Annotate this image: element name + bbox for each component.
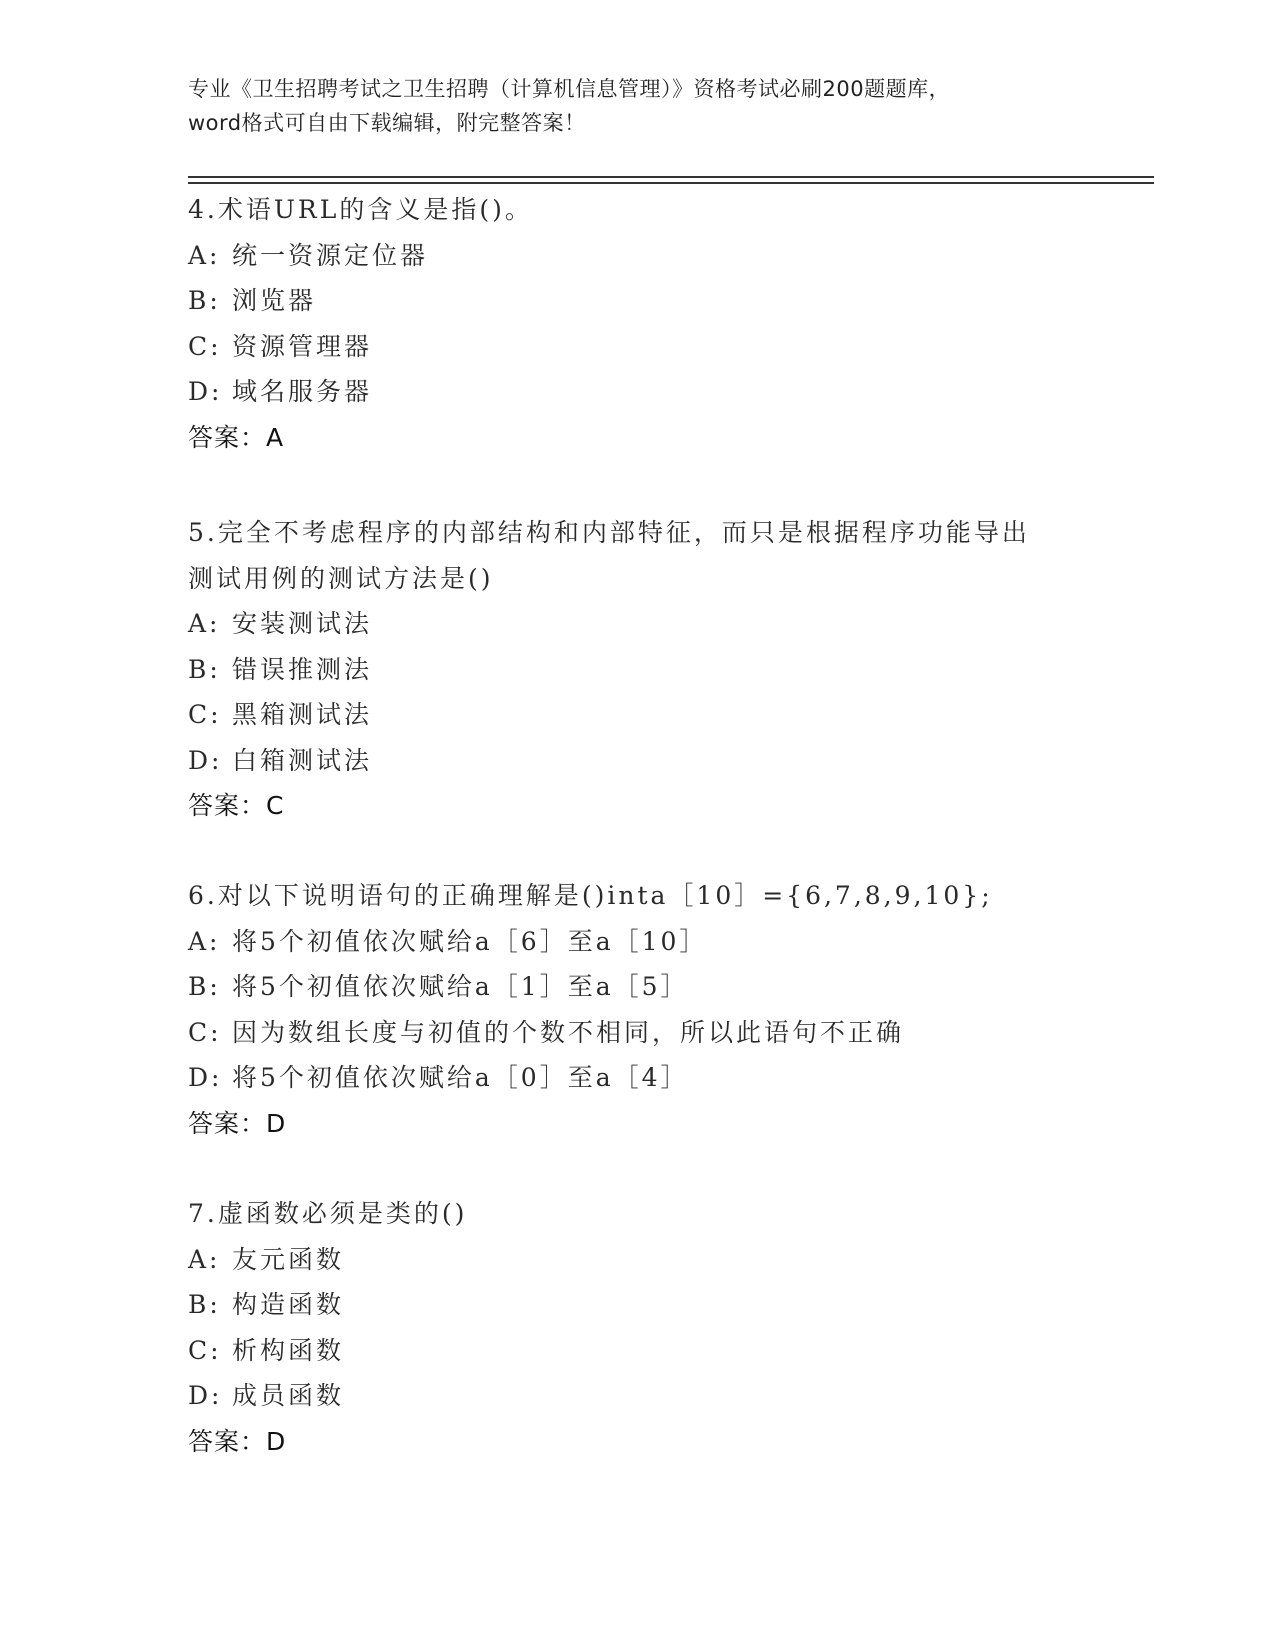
option-label: B: bbox=[188, 286, 221, 315]
option-label: B: bbox=[188, 972, 221, 1001]
option-label: C: bbox=[188, 1017, 222, 1047]
option-text: 安装测试法 bbox=[232, 609, 373, 638]
option-a bbox=[188, 233, 1088, 279]
question-stem: 4.术语URL的含义是指()。 bbox=[188, 195, 533, 224]
option-label: D: bbox=[188, 1381, 223, 1410]
option-c bbox=[188, 324, 1088, 370]
option-a bbox=[188, 601, 1088, 647]
answer: 答案：D bbox=[188, 1426, 287, 1456]
option-c bbox=[188, 1328, 1088, 1374]
option-d bbox=[188, 1373, 1088, 1419]
option-d bbox=[188, 369, 1088, 415]
option-text: 白箱测试法 bbox=[232, 745, 373, 775]
answer: 答案：C bbox=[188, 791, 285, 820]
option-text: 将5个初值依次赋给a［6］至a［10］ bbox=[232, 926, 708, 956]
option-text: 因为数组长度与初值的个数不相同，所以此语句不正确 bbox=[232, 1017, 905, 1047]
answer: 答案：A bbox=[188, 422, 285, 452]
question-4 bbox=[188, 187, 1088, 460]
option-label: B: bbox=[188, 654, 221, 684]
answer: 答案：D bbox=[188, 1108, 287, 1138]
question-stem: 6.对以下说明语句的正确理解是()inta［10］={6,7,8,9,10}; bbox=[188, 881, 993, 910]
option-label: C: bbox=[188, 331, 222, 361]
option-text: 将5个初值依次赋给a［0］至a［4］ bbox=[232, 1063, 689, 1092]
option-c bbox=[188, 692, 1088, 738]
option-text: 成员函数 bbox=[232, 1381, 345, 1410]
option-text: 构造函数 bbox=[232, 1290, 345, 1319]
option-a bbox=[188, 919, 1088, 965]
option-b bbox=[188, 647, 1088, 693]
header-line-2: word格式可自由下载编辑，附完整答案！ bbox=[188, 111, 586, 135]
option-label: C: bbox=[188, 1335, 222, 1365]
option-text: 友元函数 bbox=[232, 1244, 345, 1274]
document-header bbox=[188, 72, 1088, 140]
option-label: D: bbox=[188, 1063, 223, 1092]
question-stem: 5.完全不考虑程序的内部结构和内部特征，而只是根据程序功能导出 bbox=[188, 518, 1030, 547]
option-label: D: bbox=[188, 377, 223, 406]
option-label: A: bbox=[188, 240, 221, 270]
question-7 bbox=[188, 1191, 1088, 1464]
option-b bbox=[188, 964, 1088, 1010]
option-a bbox=[188, 1237, 1088, 1283]
option-text: 资源管理器 bbox=[232, 331, 373, 361]
option-label: A: bbox=[188, 609, 221, 638]
option-text: 统一资源定位器 bbox=[232, 240, 429, 270]
question-stem-continued: 测试用例的测试方法是() bbox=[188, 563, 494, 593]
option-text: 析构函数 bbox=[232, 1335, 345, 1365]
header-line-1: 专业《卫生招聘考试之卫生招聘（计算机信息管理）》资格考试必刷200题题库， bbox=[188, 77, 951, 101]
header-divider-bottom bbox=[188, 182, 1154, 184]
question-stem: 7.虚函数必须是类的() bbox=[188, 1199, 468, 1228]
header-divider-top bbox=[188, 176, 1154, 178]
option-label: A: bbox=[188, 926, 221, 956]
option-label: D: bbox=[188, 745, 223, 775]
option-label: A: bbox=[188, 1244, 221, 1274]
option-d bbox=[188, 1055, 1088, 1101]
option-text: 浏览器 bbox=[232, 286, 317, 315]
option-d bbox=[188, 738, 1088, 784]
option-text: 错误推测法 bbox=[232, 654, 373, 684]
question-5 bbox=[188, 510, 1088, 829]
option-text: 黑箱测试法 bbox=[232, 700, 373, 729]
question-6 bbox=[188, 873, 1088, 1146]
option-b bbox=[188, 278, 1088, 324]
option-label: B: bbox=[188, 1290, 221, 1319]
option-c bbox=[188, 1010, 1088, 1056]
option-label: C: bbox=[188, 700, 222, 729]
option-b bbox=[188, 1282, 1088, 1328]
option-text: 域名服务器 bbox=[232, 377, 373, 406]
option-text: 将5个初值依次赋给a［1］至a［5］ bbox=[232, 972, 689, 1001]
